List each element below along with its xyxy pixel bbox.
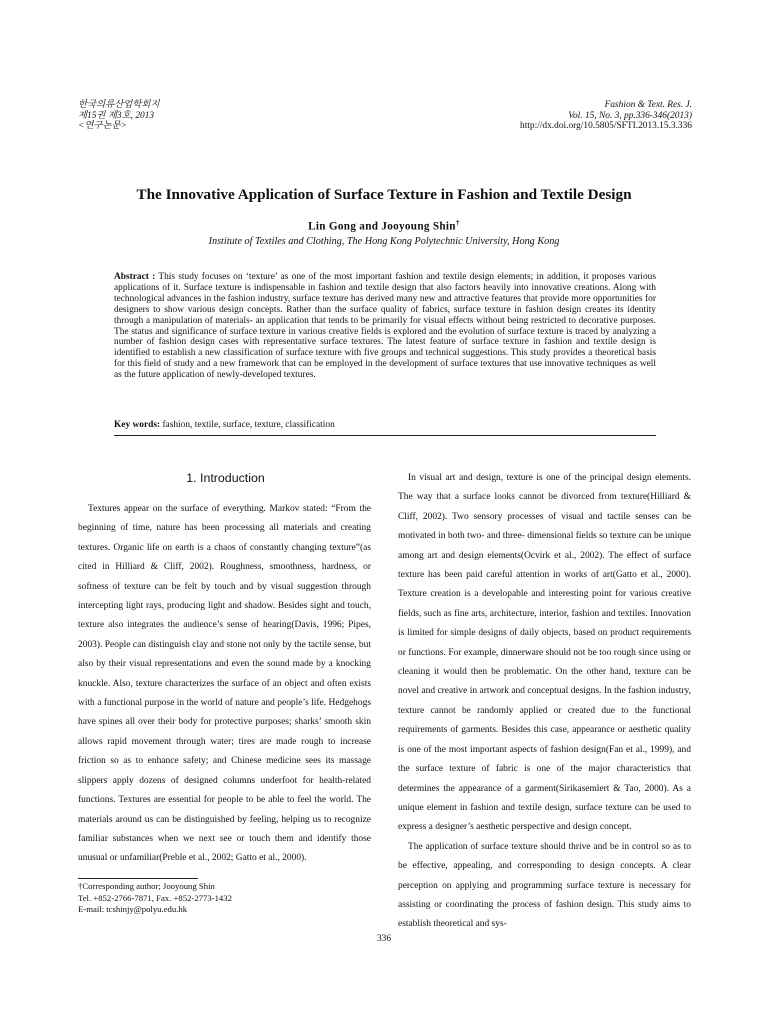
right-column — [398, 469, 691, 935]
affiliation: Institute of Textiles and Clothing, The Hong Kong Polytechnic University, Hong Kong — [208, 236, 560, 247]
corresponding-mark: † — [455, 218, 460, 227]
journal-volume: Vol. 15, No. 3, pp.336-346(2013) — [568, 110, 692, 121]
abstract — [114, 272, 656, 381]
page-number: 336 — [376, 934, 392, 944]
journal-header-korean — [78, 100, 160, 132]
footnote — [78, 881, 232, 916]
keywords-text: fashion, textile, surface, texture, classification — [162, 420, 335, 430]
section-heading: 1. Introduction — [186, 471, 265, 485]
footnote-email[interactable]: E-mail: tcshinjy@polyu.edu.hk — [78, 904, 188, 915]
body-paragraph: The application of surface texture should thrive and be in control so as to be effective, appealing, and corresponding to design concepts. A clear perception on applying and programming surface texture is necessary for assisting or coordinating the process of fashion design. This study aims to establish theoretical and sys- — [398, 841, 691, 930]
journal-issue-korean: 제15권 제3호, 2013 — [78, 110, 155, 121]
abstract-text: This study focuses on ‘texture’ as one of the most important fashion and textile design elements; in addition, it proposes various applications of it. Surface texture is indispensable in fashion and textile design that also factors heavily into innovative creations. Along with technological advances in the fashion industry, surface texture has derived many new and attractive features that provide more opportunities for designers to show various design concepts. Rather than the surface quality of fabrics, surface texture in fashion design creates its identity through a manipulation of materials- an application that tends to be primarily for visual effects without being restricted to decorative purposes. The status and significance of surface texture in various creative fields is explored and the evolution of surface texture is traced by analyzing a number of fashion design cases with representative surface textures. The latest feature of surface texture in fashion and textile design is identified to establish a new classification of surface texture with five groups and technical suggestions. This study provides a theoretical basis for this field of study and a new framework that can be employed in the development of surface textures that use innovative techniques as well as the future application of newly-developed textures. — [114, 272, 656, 381]
footnote-phone: Tel. +852-2766-7871, Fax. +852-2773-1432 — [78, 892, 232, 903]
abstract-divider — [114, 435, 656, 436]
abstract-label: Abstract : — [114, 272, 156, 282]
body-paragraph: In visual art and design, texture is one of the principal design elements. The way that a surface looks cannot be divorced from texture(Hilliard & Cliff, 2002). Two sensory processes of visual and tactile senses can be motivated in both two- and three- dimensional fields so texture can be unique among art and design elements(Ocvirk et al., 2002). The effect of surface texture has been paid careful attention in works of art(Gatto et al., 2000). Texture creation is a developable and interesting point for various creative fields, such as fine arts, architecture, interior, fashion and textiles. Innovation is limited for simple designs of daily objects, based on product requirements or functions. For example, dinnerware should not be too rough since using or cleaning it would then be problematic. On the other hand, texture can be novel and creative in artwork and conceptual designs. In the fashion industry, texture cannot be randomly applied or created due to the functional requirements of garments. Besides this case, appearance or aesthetic quality is one of the most important aspects of fashion design(Fan et al., 1999), and the surface texture of fabric is one of the major characteristics that determines the appearance of a garment(Sirikasemlert & Tao, 2000). As a unique element in fashion and textile design, surface texture can be used to express a designer’s aesthetic perspective and design concept. — [398, 473, 691, 833]
journal-name-korean: 한국의류산업학회지 — [78, 100, 160, 110]
authors: Lin Gong and Jooyoung Shin — [308, 220, 456, 233]
journal-name: Fashion & Text. Res. J. — [604, 100, 692, 110]
keywords — [114, 420, 335, 431]
keywords-label: Key words: — [114, 420, 161, 430]
paper-title: The Innovative Application of Surface Texture in Fashion and Textile Design — [136, 186, 632, 203]
body-paragraph: Textures appear on the surface of everything. Markov stated: “From the beginning of time, nature has been processing all materials and creating textures. Organic life on earth is a chaos of constantly changing texture”(as cited in Hilliard & Cliff, 2002). Roughness, smoothness, hardness, or softness of texture can be felt by touch and by visual suggestion through intercepting light rays, producing light and shadow. Besides sight and touch, texture also integrates the audience’s sense of hearing(Davis, 1996; Pipes, 2003). People can distinguish clay and stone not only by the tactile sense, but also by their visual representations and even the sound made by a knocking knuckle. Also, texture characterizes the surface of an object and often exists with a functional purpose in the world of nature and people’s life. Hedgehogs have spines all over their body for protective purposes; sharks’ smooth skin allows rapid movement through water; tires are made rough to increase friction so as to enhance safety; and Chinese medicine sees its massage slippers apply dozens of designed columns underfoot for health-related functions. Textures are essential for people to be able to feel the world. The materials around us can be distinguished by feeling, helping us to recognize familiar substances when we next see or touch them and identify those unusual or unfamiliar(Preble et al., 2002; Gatto et al., 2000). — [78, 504, 371, 864]
left-column — [78, 500, 371, 869]
author-line — [0, 218, 768, 233]
doi-link[interactable]: http://dx.doi.org/10.5805/SFTI.2013.15.3.336 — [520, 121, 692, 131]
article-type-korean: <연구논문> — [78, 121, 127, 131]
footnote-corresponding: †Corresponding author; Jooyoung Shin — [78, 881, 215, 891]
footnote-divider — [78, 878, 198, 879]
journal-header-english — [520, 100, 692, 132]
